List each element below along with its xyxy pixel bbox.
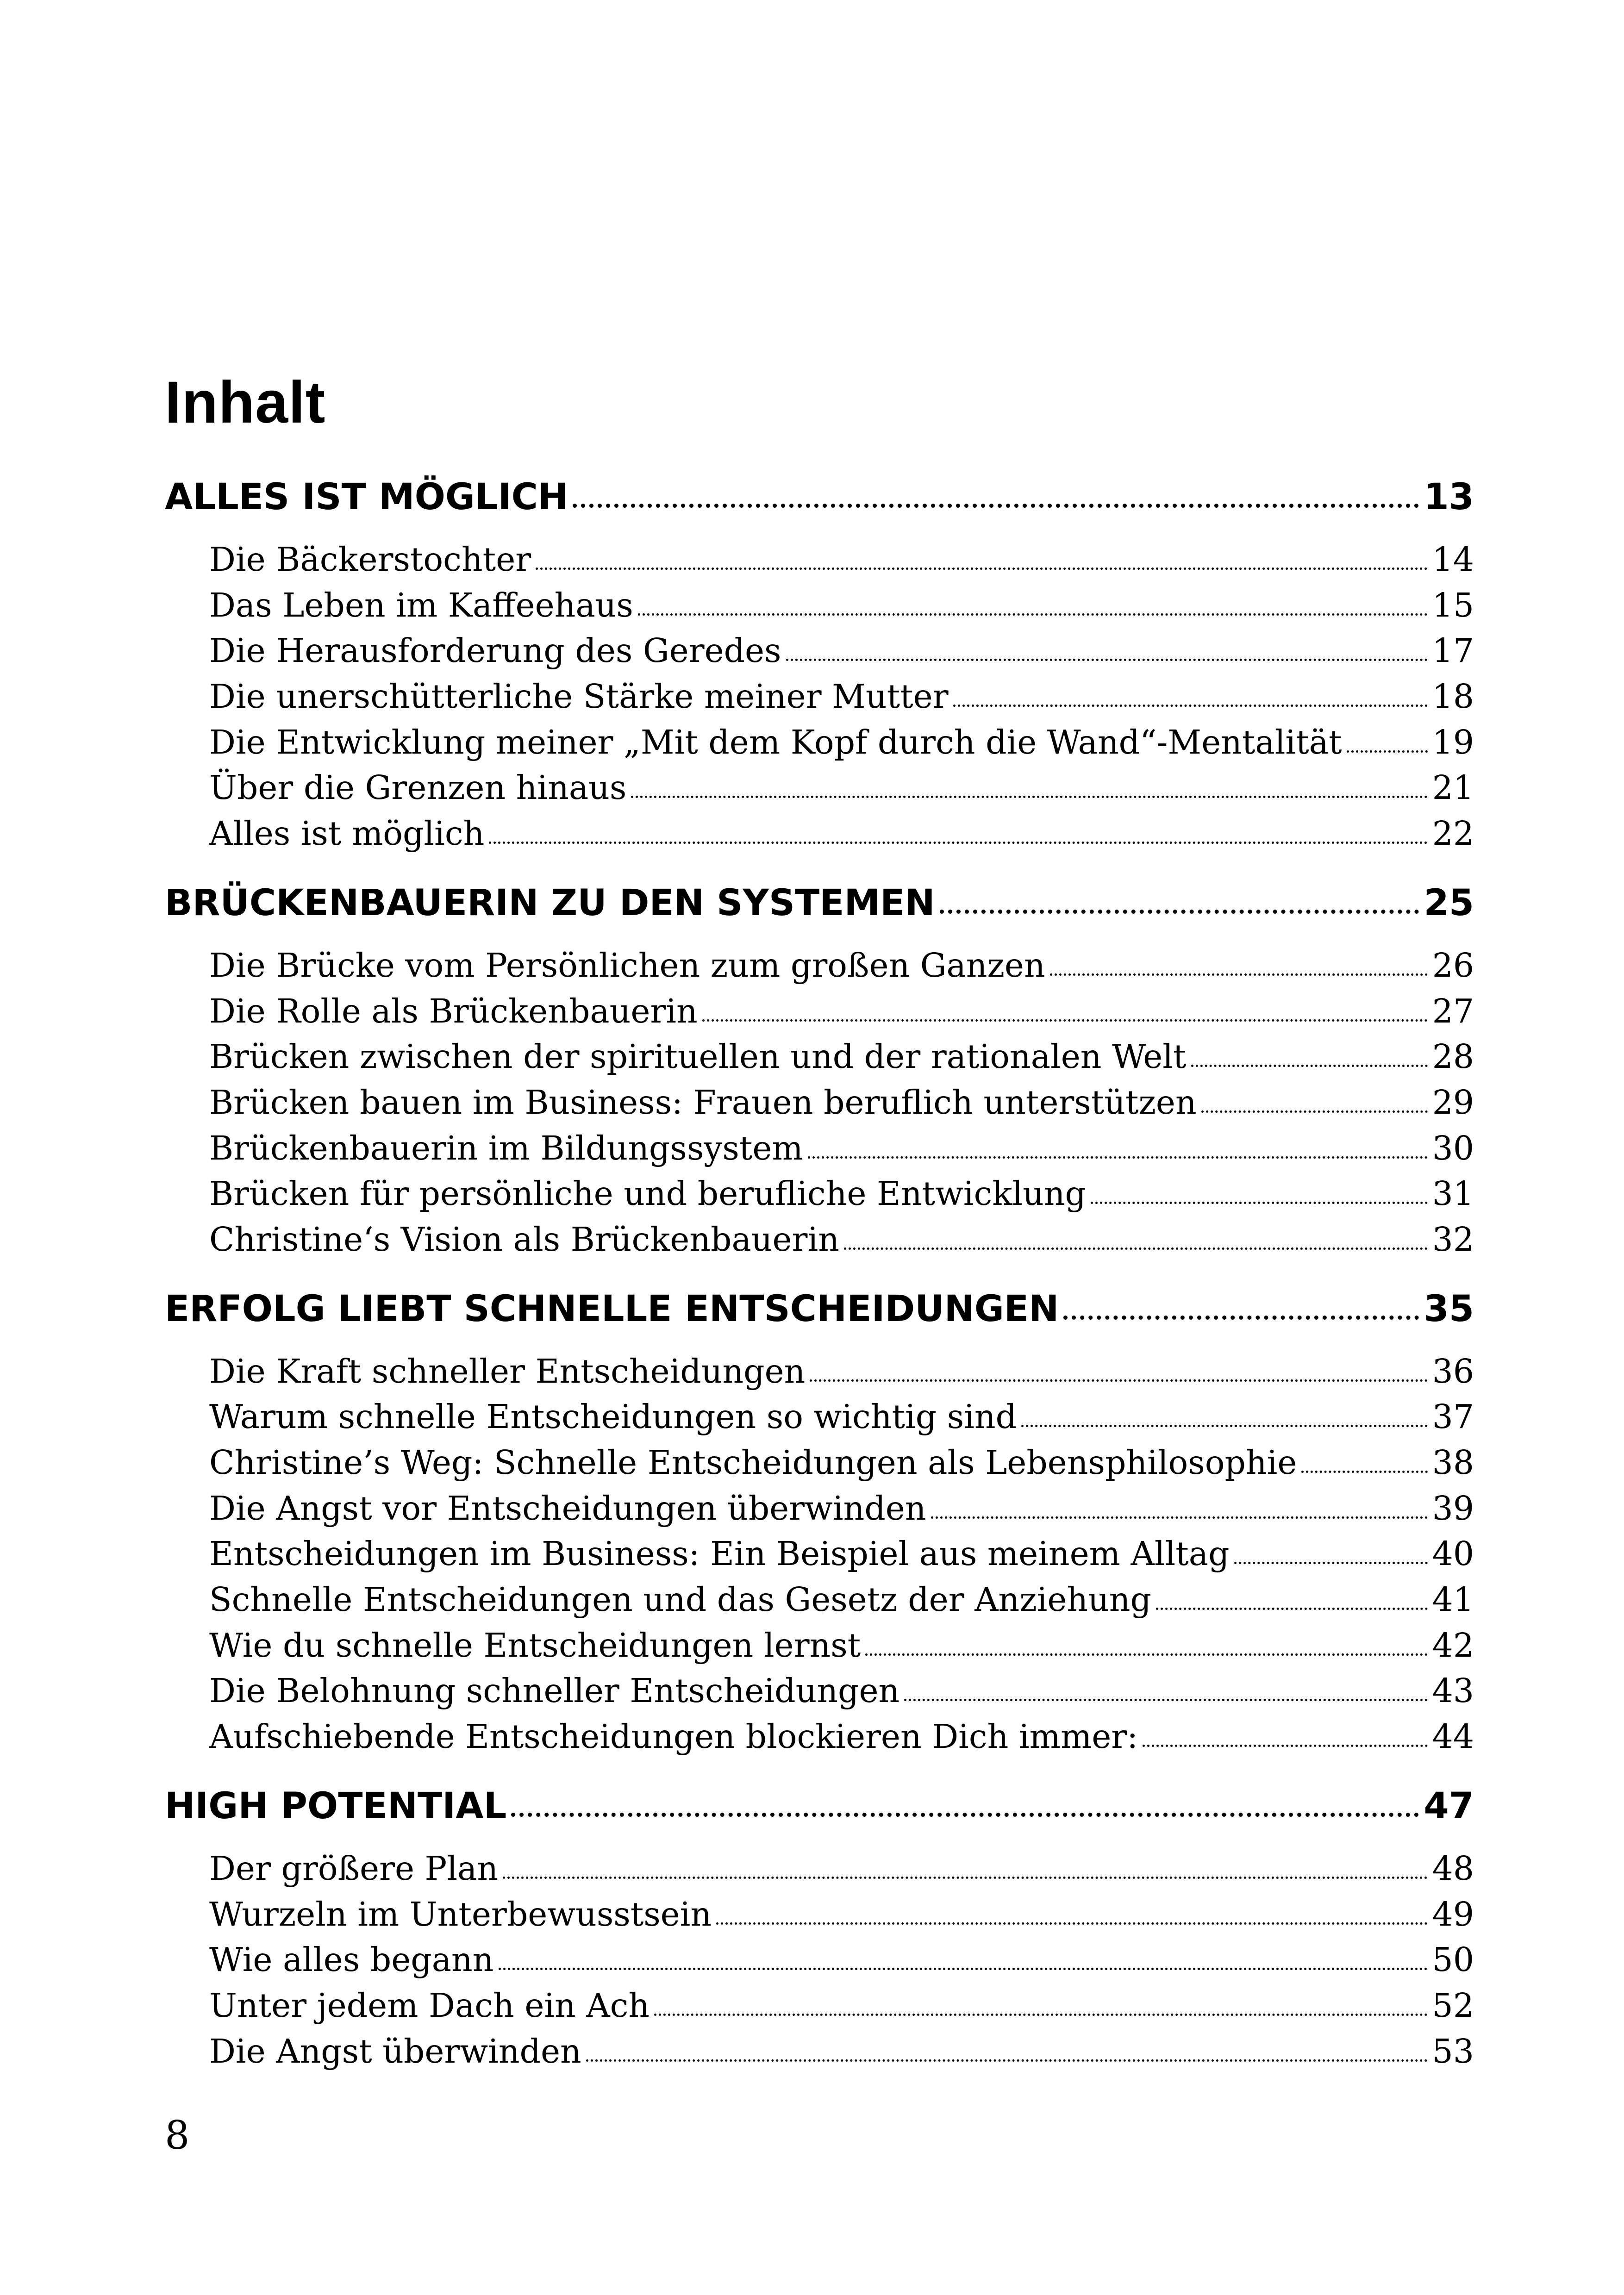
toc-entry-row xyxy=(165,1668,1474,1714)
toc-entry-row xyxy=(165,1892,1474,1938)
chapter-page-ref: 47 xyxy=(1424,1785,1474,1827)
entry-title: Brücken zwischen der spirituellen und der rationalen Welt xyxy=(209,1037,1187,1076)
entry-page-ref: 14 xyxy=(1432,540,1474,579)
entry-page-ref: 19 xyxy=(1432,723,1474,761)
toc-entry-row xyxy=(165,674,1474,720)
entry-title: Schnelle Entscheidungen und das Gesetz der Anziehung xyxy=(209,1580,1151,1619)
entry-page-ref: 27 xyxy=(1432,992,1474,1030)
dot-leader xyxy=(931,1516,1428,1519)
entry-page-ref: 21 xyxy=(1432,768,1474,807)
entry-title: Die Herausforderung des Geredes xyxy=(209,631,781,670)
toc-entry-row xyxy=(165,1034,1474,1080)
toc-entry-row xyxy=(165,1937,1474,1983)
dot-leader xyxy=(1021,1425,1428,1427)
toc-entry-row xyxy=(165,1394,1474,1440)
entry-page-ref: 38 xyxy=(1432,1443,1474,1482)
dot-leader xyxy=(953,705,1428,707)
toc-section-list xyxy=(165,1836,1474,2091)
entry-title: Die Angst vor Entscheidungen überwinden xyxy=(209,1489,926,1528)
entry-title: Christine’s Weg: Schnelle Entscheidungen als Lebensphilosophie xyxy=(209,1443,1297,1482)
entry-title: Brückenbauerin im Bildungssystem xyxy=(209,1129,803,1167)
dot-leader xyxy=(904,1699,1427,1701)
dot-leader xyxy=(1143,1745,1427,1747)
chapter-page-ref: 25 xyxy=(1424,882,1474,924)
entry-title: Die Belohnung schneller Entscheidungen xyxy=(209,1671,900,1710)
toc-entry-row xyxy=(165,1440,1474,1486)
toc-entry-row xyxy=(165,989,1474,1035)
entry-page-ref: 43 xyxy=(1432,1671,1474,1710)
entry-title: Wie alles begann xyxy=(209,1940,494,1979)
entry-title: Über die Grenzen hinaus xyxy=(209,768,627,807)
dot-leader xyxy=(638,613,1428,616)
entry-page-ref: 28 xyxy=(1432,1037,1474,1076)
entry-page-ref: 44 xyxy=(1432,1717,1474,1756)
entry-title: Das Leben im Kaffeehaus xyxy=(209,586,633,624)
dot-leader xyxy=(1347,750,1428,753)
chapter-page-ref: 13 xyxy=(1424,476,1474,518)
toc-entry-row xyxy=(165,1983,1474,2029)
entry-page-ref: 41 xyxy=(1432,1580,1474,1619)
entry-page-ref: 18 xyxy=(1432,677,1474,716)
dot-leader xyxy=(1191,1065,1428,1067)
entry-title: Aufschiebende Entscheidungen blockieren Dich immer: xyxy=(209,1717,1138,1756)
dot-leader xyxy=(716,1922,1428,1925)
toc-entry-row xyxy=(165,720,1474,766)
toc-entry-row xyxy=(165,537,1474,583)
toc-entry-row xyxy=(165,583,1474,629)
entry-title: Der größere Plan xyxy=(209,1849,499,1888)
chapter-title: HIGH POTENTIAL xyxy=(165,1785,507,1827)
toc-chapter-row xyxy=(165,873,1474,933)
toc-title: Inhalt xyxy=(165,369,326,436)
entry-title: Unter jedem Dach ein Ach xyxy=(209,1986,650,2025)
dot-leader xyxy=(865,1653,1427,1656)
dot-leader xyxy=(1091,1202,1428,1204)
toc-chapter-row xyxy=(165,1279,1474,1339)
entry-page-ref: 36 xyxy=(1432,1352,1474,1391)
entry-page-ref: 50 xyxy=(1432,1940,1474,1979)
page-number: 8 xyxy=(165,2113,190,2158)
entry-page-ref: 42 xyxy=(1432,1626,1474,1665)
dot-leader xyxy=(786,659,1428,661)
dot-leader xyxy=(808,1156,1428,1159)
toc-entry-row xyxy=(165,1846,1474,1892)
entry-page-ref: 48 xyxy=(1432,1849,1474,1888)
entry-title: Alles ist möglich xyxy=(209,814,485,853)
entry-page-ref: 15 xyxy=(1432,586,1474,624)
dot-leader xyxy=(1301,1471,1427,1473)
dot-leader xyxy=(810,1379,1427,1382)
entry-title: Warum schnelle Entscheidungen so wichtig sind xyxy=(209,1397,1017,1436)
dot-leader xyxy=(1201,1110,1428,1113)
entry-page-ref: 49 xyxy=(1432,1895,1474,1933)
dot-leader xyxy=(844,1247,1428,1250)
entry-page-ref: 52 xyxy=(1432,1986,1474,2025)
toc-entry-row xyxy=(165,628,1474,674)
dot-leader xyxy=(573,504,1419,508)
entry-page-ref: 53 xyxy=(1432,2032,1474,2070)
entry-title: Die Brücke vom Persönlichen zum großen Ganzen xyxy=(209,946,1045,985)
toc-entry-row xyxy=(165,1171,1474,1217)
entry-page-ref: 30 xyxy=(1432,1129,1474,1167)
entry-page-ref: 37 xyxy=(1432,1397,1474,1436)
toc-entry-row xyxy=(165,1126,1474,1172)
dot-leader xyxy=(1050,973,1428,976)
dot-leader xyxy=(940,910,1419,914)
entry-title: Die Kraft schneller Entscheidungen xyxy=(209,1352,806,1391)
chapter-page-ref: 35 xyxy=(1424,1288,1474,1330)
entry-title: Wurzeln im Unterbewusstsein xyxy=(209,1895,712,1933)
toc-entry-row xyxy=(165,1349,1474,1395)
entry-title: Die Rolle als Brückenbauerin xyxy=(209,992,698,1030)
chapter-title: ALLES IST MÖGLICH xyxy=(165,476,568,518)
toc-entry-row xyxy=(165,811,1474,857)
entry-title: Entscheidungen im Business: Ein Beispiel aus meinem Alltag xyxy=(209,1534,1230,1573)
entry-title: Die Entwicklung meiner „Mit dem Kopf durch die Wand“-Mentalität xyxy=(209,723,1342,761)
dot-leader xyxy=(1063,1316,1419,1320)
toc-entry-row xyxy=(165,943,1474,989)
toc-entry-row xyxy=(165,1531,1474,1577)
entry-title: Christine‘s Vision als Brückenbauerin xyxy=(209,1220,839,1259)
dot-leader xyxy=(1156,1608,1428,1610)
chapter-title: BRÜCKENBAUERIN ZU DEN SYSTEMEN xyxy=(165,882,935,924)
toc-entry-row xyxy=(165,1217,1474,1263)
entry-page-ref: 40 xyxy=(1432,1534,1474,1573)
dot-leader xyxy=(503,1877,1428,1879)
toc-entry-row xyxy=(165,1623,1474,1669)
dot-leader xyxy=(702,1019,1428,1022)
toc-section-list xyxy=(165,527,1474,873)
toc-section-list xyxy=(165,1339,1474,1777)
dot-leader xyxy=(489,842,1427,844)
entry-page-ref: 29 xyxy=(1432,1083,1474,1122)
table-of-contents xyxy=(165,468,1474,2091)
toc-entry-row xyxy=(165,1714,1474,1760)
dot-leader xyxy=(536,568,1427,570)
dot-leader xyxy=(511,1813,1419,1817)
entry-page-ref: 31 xyxy=(1432,1174,1474,1213)
entry-page-ref: 26 xyxy=(1432,946,1474,985)
toc-entry-row xyxy=(165,2029,1474,2075)
entry-title: Brücken für persönliche und berufliche Entwicklung xyxy=(209,1174,1086,1213)
dot-leader xyxy=(1234,1562,1428,1564)
dot-leader xyxy=(631,796,1427,798)
toc-chapter-row xyxy=(165,468,1474,527)
chapter-title: ERFOLG LIEBT SCHNELLE ENTSCHEIDUNGEN xyxy=(165,1288,1059,1330)
entry-title: Wie du schnelle Entscheidungen lernst xyxy=(209,1626,861,1665)
dot-leader xyxy=(586,2059,1428,2062)
entry-title: Brücken bauen im Business: Frauen beruflich unterstützen xyxy=(209,1083,1197,1122)
entry-title: Die unerschütterliche Stärke meiner Mutter xyxy=(209,677,949,716)
entry-page-ref: 22 xyxy=(1432,814,1474,853)
dot-leader xyxy=(654,2014,1428,2016)
toc-entry-row xyxy=(165,1577,1474,1623)
toc-chapter-row xyxy=(165,1777,1474,1836)
toc-entry-row xyxy=(165,765,1474,811)
entry-title: Die Angst überwinden xyxy=(209,2032,581,2070)
entry-page-ref: 17 xyxy=(1432,631,1474,670)
toc-entry-row xyxy=(165,1486,1474,1532)
entry-page-ref: 32 xyxy=(1432,1220,1474,1259)
entry-page-ref: 39 xyxy=(1432,1489,1474,1528)
dot-leader xyxy=(499,1968,1428,1970)
toc-section-list xyxy=(165,933,1474,1279)
toc-entry-row xyxy=(165,1080,1474,1126)
entry-title: Die Bäckerstochter xyxy=(209,540,531,579)
